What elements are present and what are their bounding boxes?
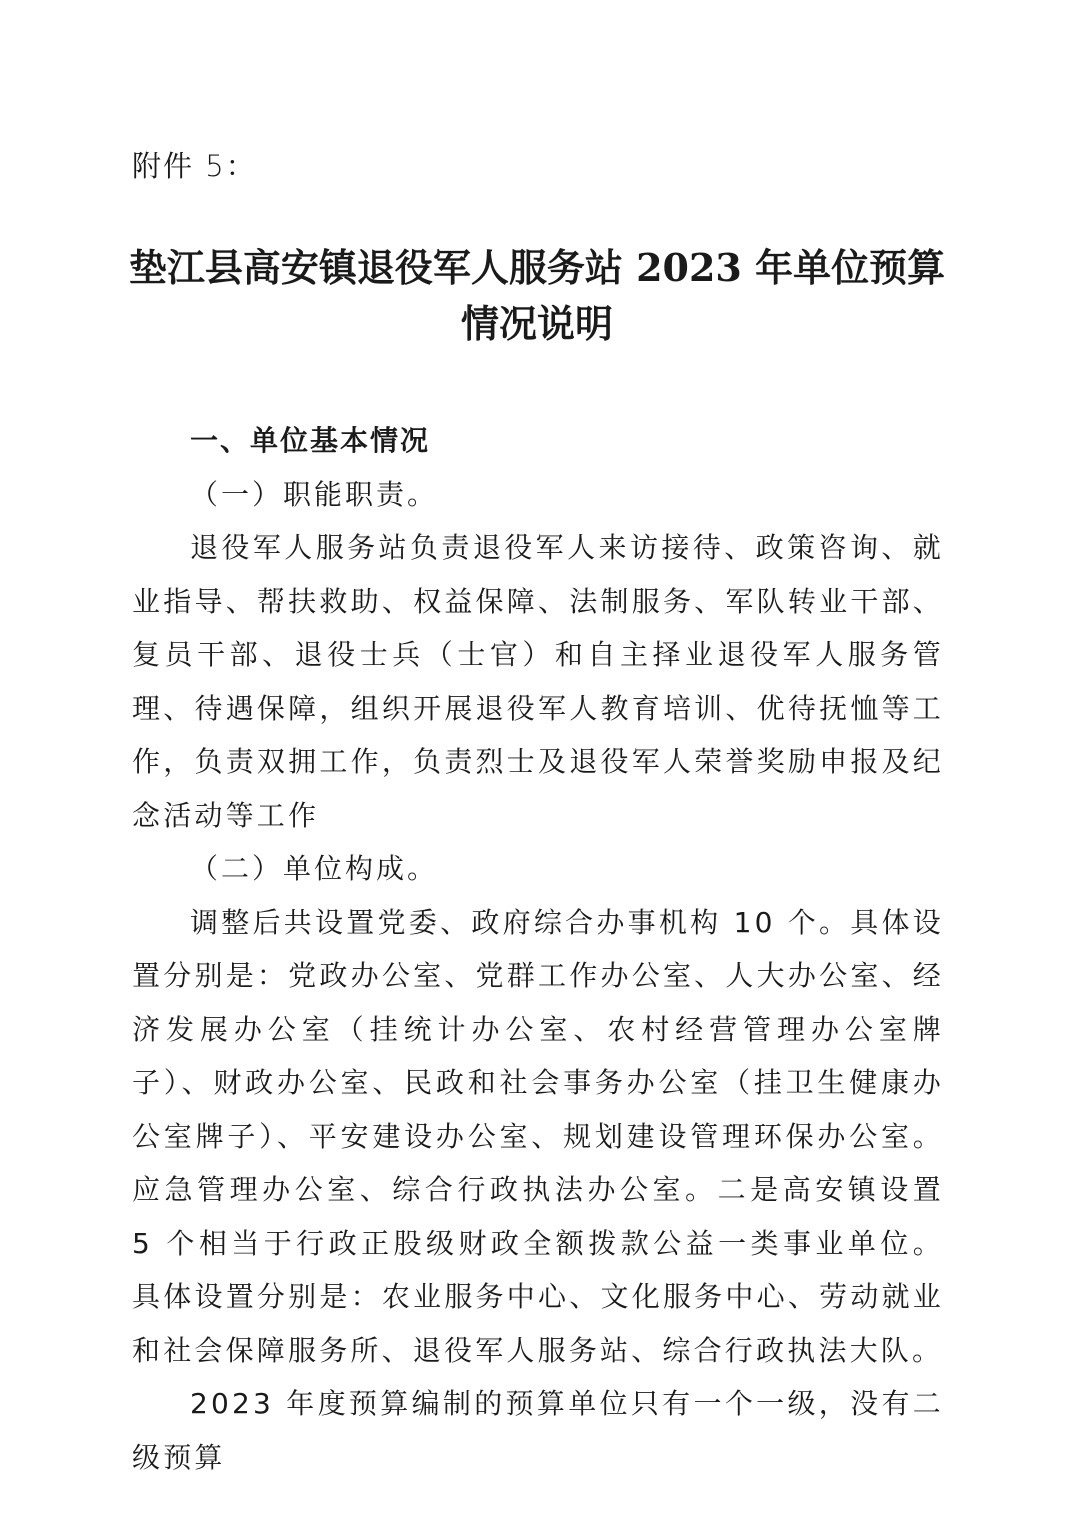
section-heading-basic-info: 一、单位基本情况 [190,424,431,457]
composition-paragraph: 调整后共设置党委、政府综合办事机构 10 个。具体设置分别是：党政办公室、党群工作办公室、人大办公室、经济发展办公室（挂统计办公室、农村经营管理办公室牌子）、财政办公室、民政和社会事务办公室（挂卫生健康办公室牌子）、平安建设办公室、规划建设管理环保办公室。应急管理办公室、综合行政执法办公室。二是高安镇设置 5 个相当于行政正股级财政全额拨款公益一类事业单位。具体设置分别是：农业服务中心、文化服务中心、劳动就业和社会保障服务所、退役军人服务站、综合行政执法大队。 [132,905,944,1367]
attachment-label: 附件 5： [132,149,257,183]
document-title [120,240,954,352]
budget-paragraph: 2023 年度预算编制的预算单位只有一个一级，没有二级预算 [132,1387,944,1474]
subsection-heading-composition: （二）单位构成。 [190,852,439,885]
title-line-1: 垫江县高安镇退役军人服务站 2023 年单位预算 [128,245,946,290]
subsection-heading-functions: （一）职能职责。 [190,477,439,511]
title-line-2: 情况说明 [460,301,613,346]
document-body [132,412,944,1484]
functions-paragraph: 退役军人服务站负责退役军人来访接待、政策咨询、就业指导、帮扶救助、权益保障、法制服务、军队转业干部、复员干部、退役士兵（士官）和自主择业退役军人服务管理、待遇保障，组织开展退役军人教育培训、优待抚恤等工作，负责双拥工作，负责烈士及退役军人荣誉奖励申报及纪念活动等工作 [132,531,944,832]
